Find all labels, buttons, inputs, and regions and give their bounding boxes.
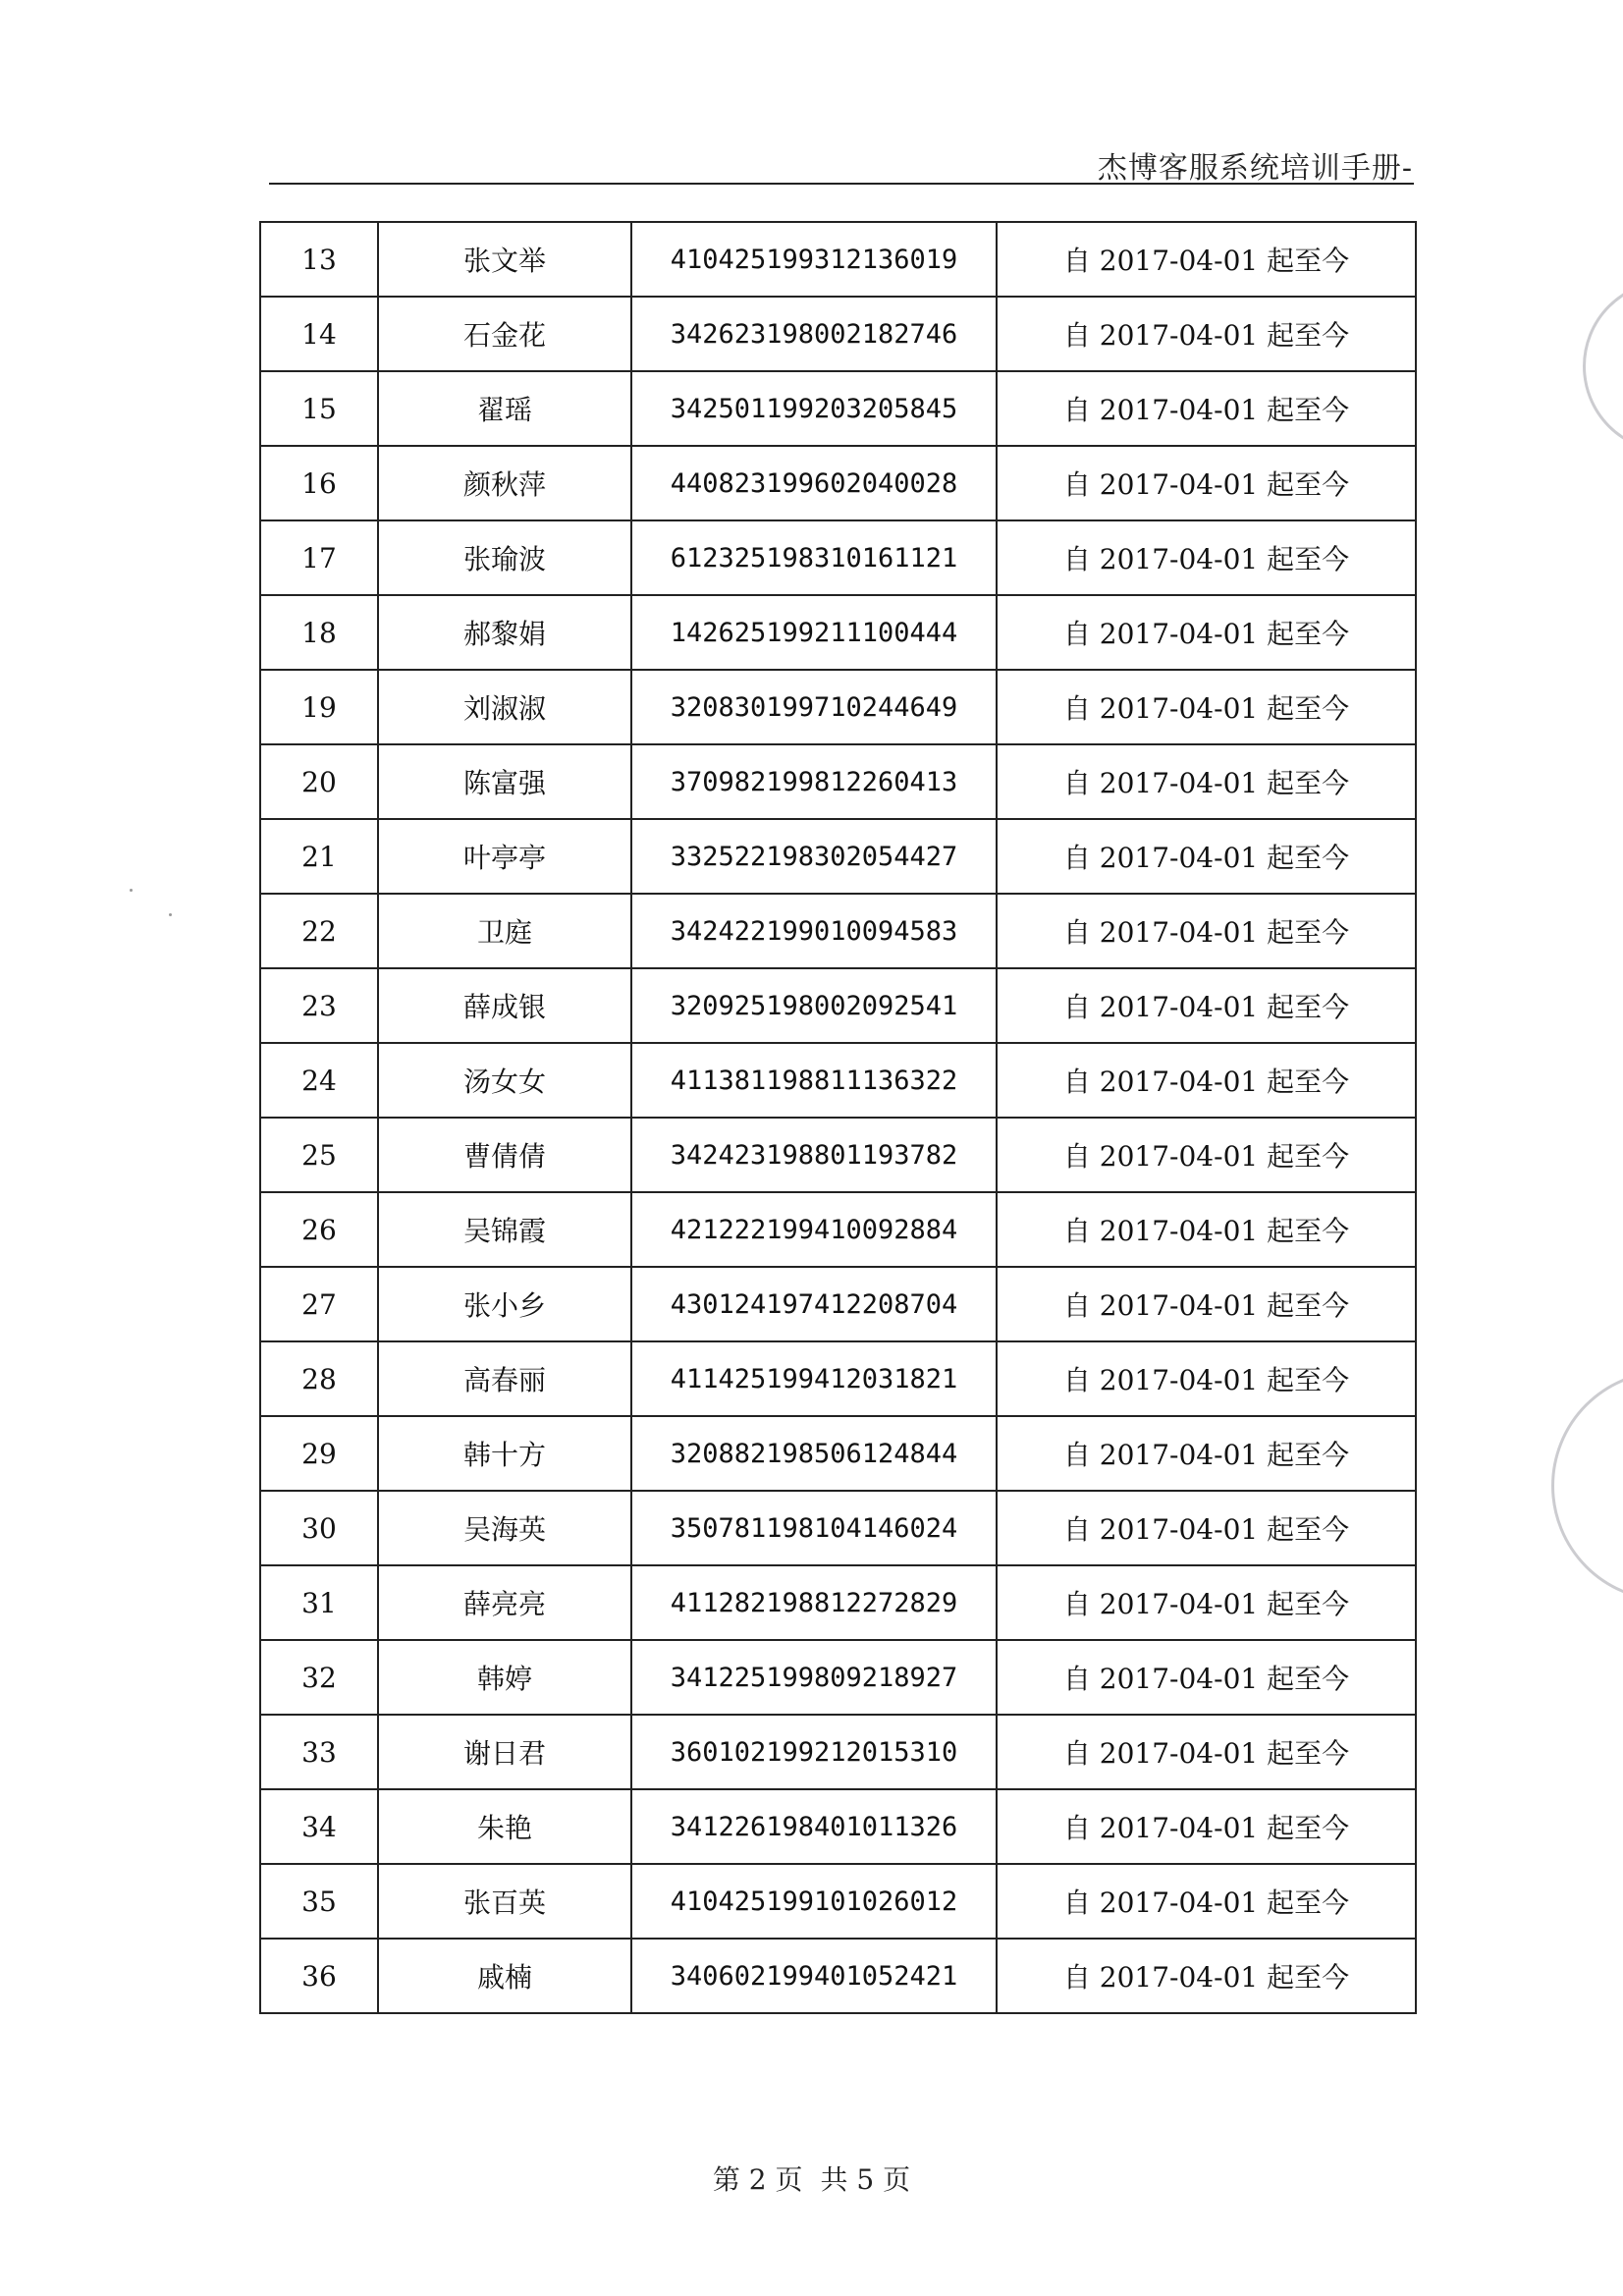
id-number: 342623198002182746	[631, 297, 997, 371]
employee-name: 卫庭	[378, 894, 631, 968]
employment-period: 自 2017-04-01 起至今	[997, 1939, 1416, 2013]
employee-name: 张小乡	[378, 1267, 631, 1341]
employment-period: 自 2017-04-01 起至今	[997, 1192, 1416, 1267]
table-row	[260, 520, 1416, 595]
table-row	[260, 1939, 1416, 2013]
id-number: 332522198302054427	[631, 819, 997, 894]
table-row	[260, 1565, 1416, 1640]
id-number: 320925198002092541	[631, 968, 997, 1043]
row-number: 26	[260, 1192, 378, 1267]
employee-name: 张百英	[378, 1864, 631, 1939]
employee-name: 石金花	[378, 297, 631, 371]
employment-period: 自 2017-04-01 起至今	[997, 1715, 1416, 1789]
employee-name: 薛亮亮	[378, 1565, 631, 1640]
row-number: 16	[260, 446, 378, 520]
employee-name: 高春丽	[378, 1341, 631, 1416]
id-number: 342501199203205845	[631, 371, 997, 446]
row-number: 13	[260, 222, 378, 297]
row-number: 21	[260, 819, 378, 894]
header-title: 杰博客服系统培训手册-	[1097, 151, 1413, 186]
employee-name: 薛成银	[378, 968, 631, 1043]
employment-period: 自 2017-04-01 起至今	[997, 1491, 1416, 1565]
id-number: 410425199312136019	[631, 222, 997, 297]
id-number: 440823199602040028	[631, 446, 997, 520]
row-number: 34	[260, 1789, 378, 1864]
row-number: 14	[260, 297, 378, 371]
employment-period: 自 2017-04-01 起至今	[997, 297, 1416, 371]
table-row	[260, 297, 1416, 371]
employment-period: 自 2017-04-01 起至今	[997, 968, 1416, 1043]
row-number: 27	[260, 1267, 378, 1341]
employment-period: 自 2017-04-01 起至今	[997, 894, 1416, 968]
table-row	[260, 1789, 1416, 1864]
row-number: 30	[260, 1491, 378, 1565]
employee-name: 韩婷	[378, 1640, 631, 1715]
table-row	[260, 1267, 1416, 1341]
employee-name: 翟瑶	[378, 371, 631, 446]
row-number: 22	[260, 894, 378, 968]
employment-period: 自 2017-04-01 起至今	[997, 670, 1416, 744]
row-number: 15	[260, 371, 378, 446]
employee-name: 吴锦霞	[378, 1192, 631, 1267]
employment-period: 自 2017-04-01 起至今	[997, 371, 1416, 446]
row-number: 32	[260, 1640, 378, 1715]
employment-period: 自 2017-04-01 起至今	[997, 744, 1416, 819]
page-total: 共 5 页	[820, 2163, 911, 2196]
id-number: 142625199211100444	[631, 595, 997, 670]
header-rule	[269, 183, 1414, 185]
table-row	[260, 819, 1416, 894]
id-number: 612325198310161121	[631, 520, 997, 595]
seal-stamp-bottom	[1551, 1370, 1623, 1602]
row-number: 33	[260, 1715, 378, 1789]
roster-body	[260, 222, 1416, 2013]
table-row	[260, 670, 1416, 744]
row-number: 24	[260, 1043, 378, 1118]
id-number: 341226198401011326	[631, 1789, 997, 1864]
scan-speck	[130, 889, 133, 892]
id-number: 370982199812260413	[631, 744, 997, 819]
employment-period: 自 2017-04-01 起至今	[997, 1640, 1416, 1715]
row-number: 28	[260, 1341, 378, 1416]
id-number: 360102199212015310	[631, 1715, 997, 1789]
employee-name: 吴海英	[378, 1491, 631, 1565]
table-row	[260, 222, 1416, 297]
id-number: 342422199010094583	[631, 894, 997, 968]
id-number: 411282198812272829	[631, 1565, 997, 1640]
employment-period: 自 2017-04-01 起至今	[997, 1416, 1416, 1491]
id-number: 341225199809218927	[631, 1640, 997, 1715]
employment-period: 自 2017-04-01 起至今	[997, 446, 1416, 520]
row-number: 19	[260, 670, 378, 744]
row-number: 36	[260, 1939, 378, 2013]
employee-name: 陈富强	[378, 744, 631, 819]
table-row	[260, 1864, 1416, 1939]
table-row	[260, 446, 1416, 520]
row-number: 23	[260, 968, 378, 1043]
table-row	[260, 1341, 1416, 1416]
page-number: 第 2 页	[712, 2163, 803, 2196]
id-number: 350781198104146024	[631, 1491, 997, 1565]
staff-roster-table	[259, 221, 1417, 2014]
employee-name: 戚楠	[378, 1939, 631, 2013]
employment-period: 自 2017-04-01 起至今	[997, 1118, 1416, 1192]
table-row	[260, 894, 1416, 968]
employee-name: 颜秋萍	[378, 446, 631, 520]
id-number: 430124197412208704	[631, 1267, 997, 1341]
table-row	[260, 1715, 1416, 1789]
id-number: 340602199401052421	[631, 1939, 997, 2013]
employment-period: 自 2017-04-01 起至今	[997, 1267, 1416, 1341]
table-row	[260, 1640, 1416, 1715]
id-number: 411381198811136322	[631, 1043, 997, 1118]
employee-name: 曹倩倩	[378, 1118, 631, 1192]
employment-period: 自 2017-04-01 起至今	[997, 520, 1416, 595]
employee-name: 谢日君	[378, 1715, 631, 1789]
id-number: 320882198506124844	[631, 1416, 997, 1491]
table-row	[260, 1192, 1416, 1267]
row-number: 18	[260, 595, 378, 670]
employee-name: 郝黎娟	[378, 595, 631, 670]
id-number: 410425199101026012	[631, 1864, 997, 1939]
row-number: 35	[260, 1864, 378, 1939]
id-number: 320830199710244649	[631, 670, 997, 744]
employee-name: 张瑜波	[378, 520, 631, 595]
id-number: 342423198801193782	[631, 1118, 997, 1192]
table-row	[260, 1043, 1416, 1118]
table-row	[260, 968, 1416, 1043]
seal-stamp-top	[1583, 280, 1623, 453]
employee-name: 叶亭亭	[378, 819, 631, 894]
employment-period: 自 2017-04-01 起至今	[997, 222, 1416, 297]
table-row	[260, 1491, 1416, 1565]
employment-period: 自 2017-04-01 起至今	[997, 1864, 1416, 1939]
table-row	[260, 1118, 1416, 1192]
row-number: 29	[260, 1416, 378, 1491]
scan-speck	[169, 913, 172, 916]
employee-name: 张文举	[378, 222, 631, 297]
table-row	[260, 595, 1416, 670]
table-row	[260, 371, 1416, 446]
row-number: 17	[260, 520, 378, 595]
employment-period: 自 2017-04-01 起至今	[997, 1341, 1416, 1416]
employee-name: 朱艳	[378, 1789, 631, 1864]
row-number: 31	[260, 1565, 378, 1640]
employee-name: 刘淑淑	[378, 670, 631, 744]
employment-period: 自 2017-04-01 起至今	[997, 595, 1416, 670]
employee-name: 汤女女	[378, 1043, 631, 1118]
row-number: 25	[260, 1118, 378, 1192]
employment-period: 自 2017-04-01 起至今	[997, 819, 1416, 894]
employment-period: 自 2017-04-01 起至今	[997, 1565, 1416, 1640]
employment-period: 自 2017-04-01 起至今	[997, 1043, 1416, 1118]
employment-period: 自 2017-04-01 起至今	[997, 1789, 1416, 1864]
id-number: 421222199410092884	[631, 1192, 997, 1267]
page-footer	[0, 2159, 1623, 2198]
table-row	[260, 1416, 1416, 1491]
table-row	[260, 744, 1416, 819]
employee-name: 韩十方	[378, 1416, 631, 1491]
row-number: 20	[260, 744, 378, 819]
id-number: 411425199412031821	[631, 1341, 997, 1416]
